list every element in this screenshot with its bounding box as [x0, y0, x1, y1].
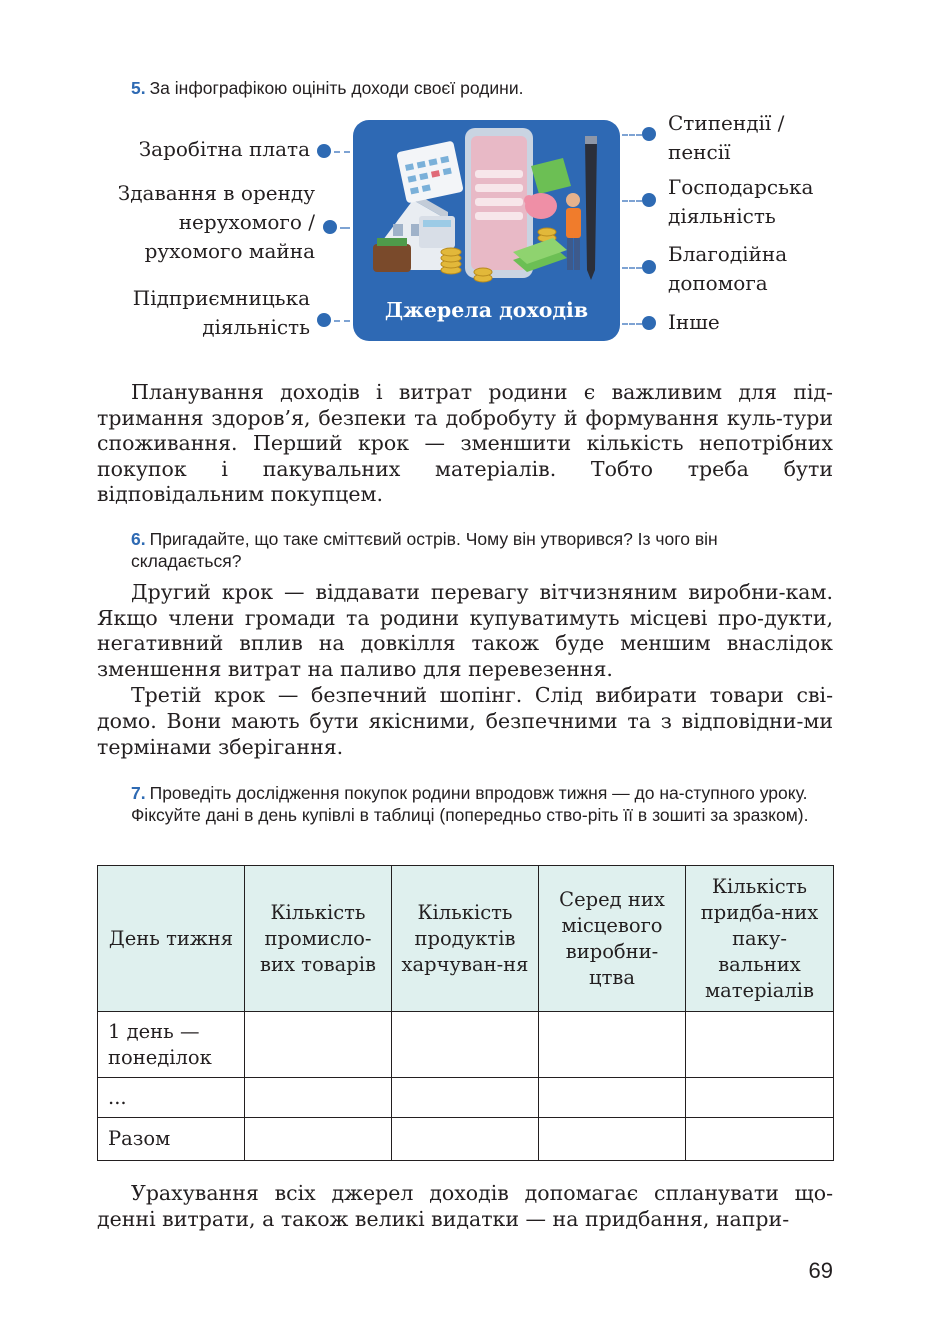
connector-dot [323, 220, 337, 234]
source-household: Господарська діяльність [668, 175, 814, 228]
row-label: Разом [98, 1118, 245, 1161]
connector-dot [317, 144, 331, 158]
page-number: 69 [808, 1258, 833, 1283]
task-5 [131, 77, 833, 99]
task-number: 5. [131, 78, 146, 98]
header-day: День тижня [98, 866, 245, 1012]
table-row [98, 1118, 834, 1161]
connector-dash [334, 151, 350, 153]
paragraph-3: Третій крок — безпечний шопінг. Слід вибирати товари сві-домо. Вони мають бути якісними, безпечними та з відповідни-ми термінами зберігання. [97, 683, 833, 759]
paragraph-4: Урахування всіх джерел доходів допомагає спланувати що-денні витрати, а також великі видатки — на придбання, напри- [97, 1181, 833, 1231]
task-text: Пригадайте, що таке сміттєвий острів. Чому він утворився? Із чого він складається? [131, 529, 718, 571]
row-label: 1 день — понеділок [98, 1012, 245, 1078]
table-row [98, 1012, 834, 1078]
connector-dash [622, 200, 642, 202]
task-7 [131, 782, 833, 826]
source-rent: Здавання в оренду нерухомого / рухомого майна [117, 181, 315, 263]
task-6 [131, 528, 833, 572]
source-stipend: Стипендії / пенсії [668, 111, 785, 164]
source-other: Інше [668, 310, 720, 334]
task-text: За інфографікою оцініть доходи своєї родини. [149, 78, 524, 98]
connector-dot [317, 313, 331, 327]
header-industrial-goods: Кількість промисло-вих товарів [245, 866, 392, 1012]
connector-dot [642, 316, 656, 330]
row-label: ... [98, 1078, 245, 1118]
connector-dash [622, 267, 642, 269]
paragraph-2: Другий крок — віддавати перевагу вітчизняним виробни-кам. Якщо члени громади та родини купуватимуть місцеві про-дукти, негативний вплив на довкілля також буде меншим внаслідок зменшення витрат на паливо для перевезення. [97, 580, 833, 681]
income-sources-panel [353, 120, 620, 341]
header-local-production: Серед них місцевого виробни-цтва [539, 866, 686, 1012]
connector-dot [642, 260, 656, 274]
source-entrepreneurship: Підприємницька діяльність [132, 286, 310, 339]
connector-dash [622, 134, 642, 136]
header-food-products: Кількість продуктів харчуван-ня [392, 866, 539, 1012]
paragraph-1: Планування доходів і витрат родини є важливим для під-тримання здоров’я, безпеки та добробуту й формування куль-тури споживання. Перший крок — зменшити кількість непотрібних покупок і пакувальних матеріалів. Тобто треба бути відповідальним покупцем. [97, 380, 833, 507]
connector-dash [340, 227, 350, 229]
table-row [98, 1078, 834, 1118]
table-header-row [98, 866, 834, 1012]
panel-title: Джерела доходів [384, 298, 589, 322]
header-packaging: Кількість придба-них паку-вальних матеріалів [686, 866, 834, 1012]
paragraph-2-3 [97, 580, 833, 760]
connector-dot [642, 127, 656, 141]
task-number: 6. [131, 529, 146, 549]
task-text: Проведіть дослідження покупок родини впродовж тижня — до на-ступного уроку. Фіксуйте дані в день купівлі в таблиці (попередньо ство-ріть її в зошиті за зразком). [131, 783, 809, 825]
connector-dash [622, 323, 642, 325]
purchases-table [97, 865, 834, 1161]
connector-dot [642, 193, 656, 207]
connector-dash [334, 320, 350, 322]
source-charity: Благодійна допомога [668, 242, 788, 295]
source-salary: Заробітна плата [138, 137, 310, 161]
task-number: 7. [131, 783, 146, 803]
